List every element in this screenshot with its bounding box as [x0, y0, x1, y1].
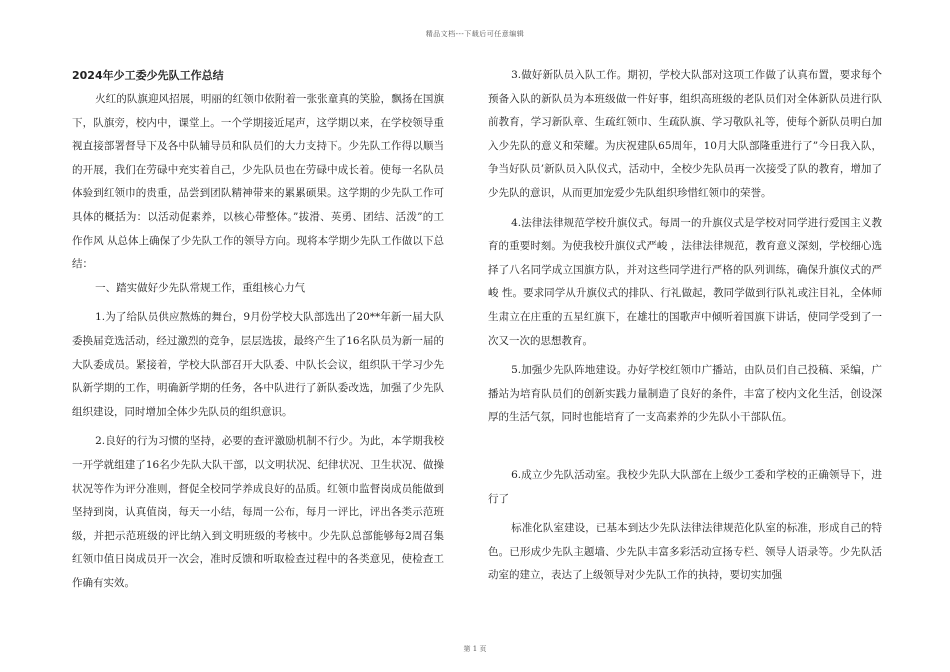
paragraph-intro: 火红的队旗迎风招展，明丽的红领巾依附着一张张童真的笑脸，飘扬在国旗下，队旗旁，校内中，课堂上。一个学期接近尾声，这学期以来，在学校领导重视直接部署督导下及各中队辅导员和队员们的大力支持下。少先队工作得以顺当的开展，我们在劳碌中充实着自己，少先队员也在劳碌中成长着。使每一名队员体验到红领巾的贵重，品尝到团队精神带来的累累硕果。这学期的少先队工作可具体的概括为：以活动促素养，以核心带整体。”拔滑、英勇、团结、活泼”的工作作风 从总体上确保了少先队工作的领导方向。现将本学期少先队工作做以下总结： [72, 93, 444, 271]
right-column [488, 64, 882, 588]
paragraph-item-1: 1.为了给队员供应熬炼的舞台，9月份学校大队部选出了20**年新一届大队委换届竞选活动，经过激烈的竞争，层层选拔，最终产生了16名队员为新一届的大队委成员。紧接着，学校大队部召开大队委、中队长会议，组织队干学习少先队新学期的工作，明确新学期的任务，各中队进行了新队委改选，加强了少先队组织建设，同时增加全体少先队员的组织意识。 [72, 311, 444, 418]
section-heading-1: 一、踏实做好少先队常规工作，重组核心力气 [95, 281, 306, 294]
document-title: 2024年少工委少先队工作总结 [72, 69, 224, 82]
paragraph-item-2: 2.良好的行为习惯的坚持，必要的查评激励机制不行少。为此，本学期我校一开学就组建了16名少先队大队干部，以文明状况、纪律状况、卫生状况、做操状况等作为评分准则，督促全校同学养成良好的品质。红领巾监督岗成员能做到坚持到岗，认真值岗，每天一小结，每周一公布，每月一评比，评出各类示范班级，并把示范班级的评比纳入到文明班级的考核中。少先队总部能够每2周召集红领巾值日岗成员开一次会，准时反馈和听取检查过程中的各类意见，使检查工作确有实效。 [72, 435, 444, 589]
paragraph-item-6-continued: 标准化队室建设，已基本到达少先队法律法律规范化队室的标准，形成自己的特色。已形成少先队主题墙、少先队丰富多彩活动宣扬专栏、领导人语录等。少先队活动室的建立，表达了上级领导对少先队工作的执持，要切实加强 [488, 522, 882, 582]
paragraph-item-3: 3.做好新队员入队工作。期初，学校大队部对这项工作做了认真布置，要求每个预备入队的新队员为本班级做一件好事，组织高班级的老队员们对全体新队员进行队前教育，学习新队章、生疏红领巾、生疏队旗、学习敬队礼等，使每个新队员明白加入少先队的意义和荣耀。为庆祝建队65周年，10月大队部隆重进行了”今日我入队，争当好队员’新队员入队仪式，活动中，全校少先队员再一次接受了队的教育，增加了少先队的意识，从而更加宠爱少先队组织珍惜红领巾的荣誉。 [488, 69, 882, 199]
left-column [72, 64, 444, 595]
page-header-note: 精品文档---下载后可任意编辑 [425, 30, 525, 38]
page-number: 第 1 页 [463, 645, 487, 653]
paragraph-item-6: 6.成立少先队活动室。我校少先队大队部在上级少工委和学校的正确领导下，进行了 [488, 468, 882, 505]
paragraph-item-4: 4.法律法律规范学校升旗仪式。每周一的升旗仪式是学校对同学进行爱国主义教育的重要时刻。为使我校升旗仪式严峻 ，法律法律规范，教育意义深刻，学校细心选择了八名同学成立国旗方队，并对这些同学进行严格的队列训练，确保升旗仪式的严峻 性。要求同学从升旗仪式的排队、行礼做起，教同学做到行队礼或注目礼，全体师生肃立在庄重的五星红旗下，在雄壮的国歌声中倾听着国旗下讲话，使同学受到了一次又一次的思想教育。 [488, 216, 882, 347]
paragraph-item-5: 5.加强少先队阵地建设。办好学校红领巾广播站，由队员们自己投稿、采编，广播站为培育队员们的创新实践力量制造了良好的条件，丰富了校内文化生活，创设深厚的生活气氛，同时也能培育了一支高素养的少先队小干部队伍。 [488, 364, 882, 424]
